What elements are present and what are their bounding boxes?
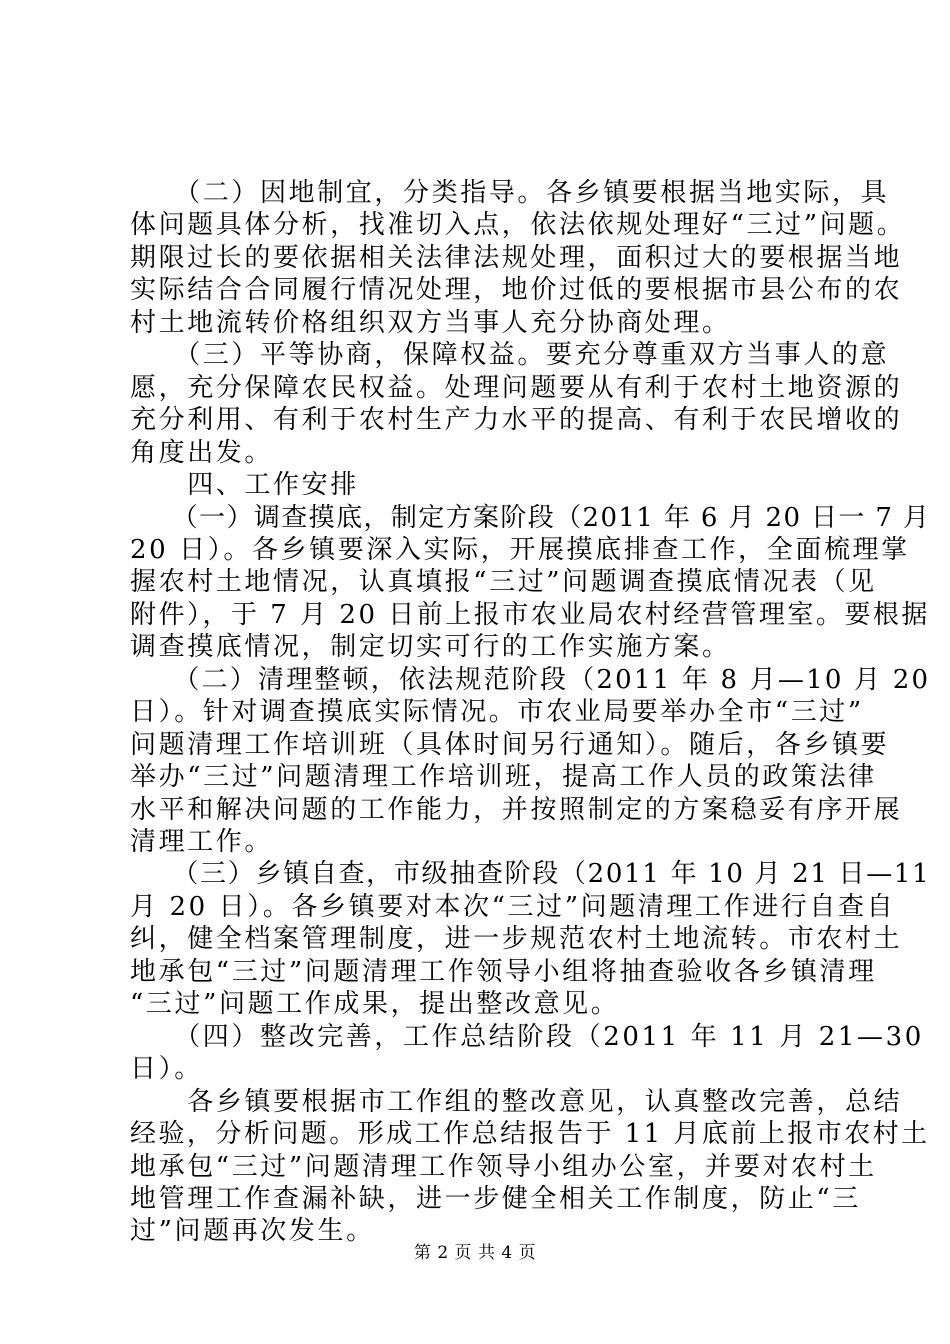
text-line: 水平和解决问题的工作能力，并按照制定的方案稳妥有序开展 — [130, 795, 903, 825]
text-line: 过”问题再次发生。 — [130, 1216, 375, 1246]
text-line: 角度出发。 — [130, 438, 274, 468]
text-line: “三过”问题工作成果，提出整改意见。 — [130, 989, 620, 1019]
text-line: 月 20 日）。各乡镇要对本次“三过”问题清理工作进行自查自 — [130, 892, 896, 922]
text-line: 日）。针对调查摸底实际情况。市农业局要举办全市“三过” — [130, 697, 864, 727]
text-line: 充分利用、有利于农村生产力水平的提高、有利于农民增收的 — [130, 405, 903, 435]
text-line: 附件），于 7 月 20 日前上报市农业局农村经营管理室。要根据 — [130, 600, 930, 630]
text-line: 体问题具体分析，找准切入点，依法依规处理好“三过”问题。 — [130, 210, 906, 240]
text-line: 地承包“三过”问题清理工作领导小组办公室，并要对农村土 — [130, 1152, 877, 1182]
text-line: 经验，分析问题。形成工作总结报告于 11 月底前上报市农村土 — [130, 1119, 930, 1149]
text-line: 20 日）。各乡镇要深入实际，开展摸底排查工作，全面梳理掌 — [130, 535, 910, 565]
text-line: 期限过长的要依据相关法律法规处理，面积过大的要根据当地 — [130, 243, 903, 273]
text-line: 各乡镇要根据市工作组的整改意见，认真整改完善，总结 — [130, 1087, 903, 1117]
text-line: 实际结合合同履行情况处理，地价过低的要根据市县公布的农 — [130, 275, 903, 305]
text-line: 纠，健全档案管理制度，进一步规范农村土地流转。市农村土 — [130, 924, 903, 954]
text-line: 握农村土地情况，认真填报“三过”问题调查摸底情况表（见 — [130, 567, 877, 597]
text-line: 地管理工作查漏补缺，进一步健全相关工作制度，防止“三 — [130, 1184, 861, 1214]
text-line: （二）因地制宜，分类指导。各乡镇要根据当地实际，具 — [130, 178, 890, 208]
text-line: （一）调查摸底，制定方案阶段（2011 年 6 月 20 日一 7 月 — [130, 503, 931, 533]
text-line: 村土地流转价格组织双方当事人充分协商处理。 — [130, 308, 731, 338]
text-line: （三）乡镇自查，市级抽查阶段（2011 年 10 月 21 日—11 — [130, 859, 931, 889]
text-line: 地承包“三过”问题清理工作领导小组将抽查验收各乡镇清理 — [130, 957, 877, 987]
text-line: 问题清理工作培训班（具体时间另行通知）。随后，各乡镇要 — [130, 730, 890, 760]
text-line: 清理工作。 — [130, 827, 274, 857]
page-footer: 第 2 页 共 4 页 — [413, 1243, 537, 1263]
text-line: 日）。 — [130, 1054, 203, 1084]
text-line: 愿，充分保障农民权益。处理问题要从有利于农村土地资源的 — [130, 373, 903, 403]
text-line: （三）平等协商，保障权益。要充分尊重双方当事人的意 — [130, 340, 890, 370]
text-line: （四）整改完善，工作总结阶段（2011 年 11 月 21—30 — [130, 1022, 924, 1052]
text-line: （二）清理整顿，依法规范阶段（2011 年 8 月—10 月 20 — [130, 665, 931, 695]
text-line: 四、工作安排 — [130, 470, 359, 500]
text-line: 举办“三过”问题清理工作培训班，提高工作人员的政策法律 — [130, 762, 877, 792]
text-line: 调查摸底情况，制定切实可行的工作实施方案。 — [130, 632, 731, 662]
